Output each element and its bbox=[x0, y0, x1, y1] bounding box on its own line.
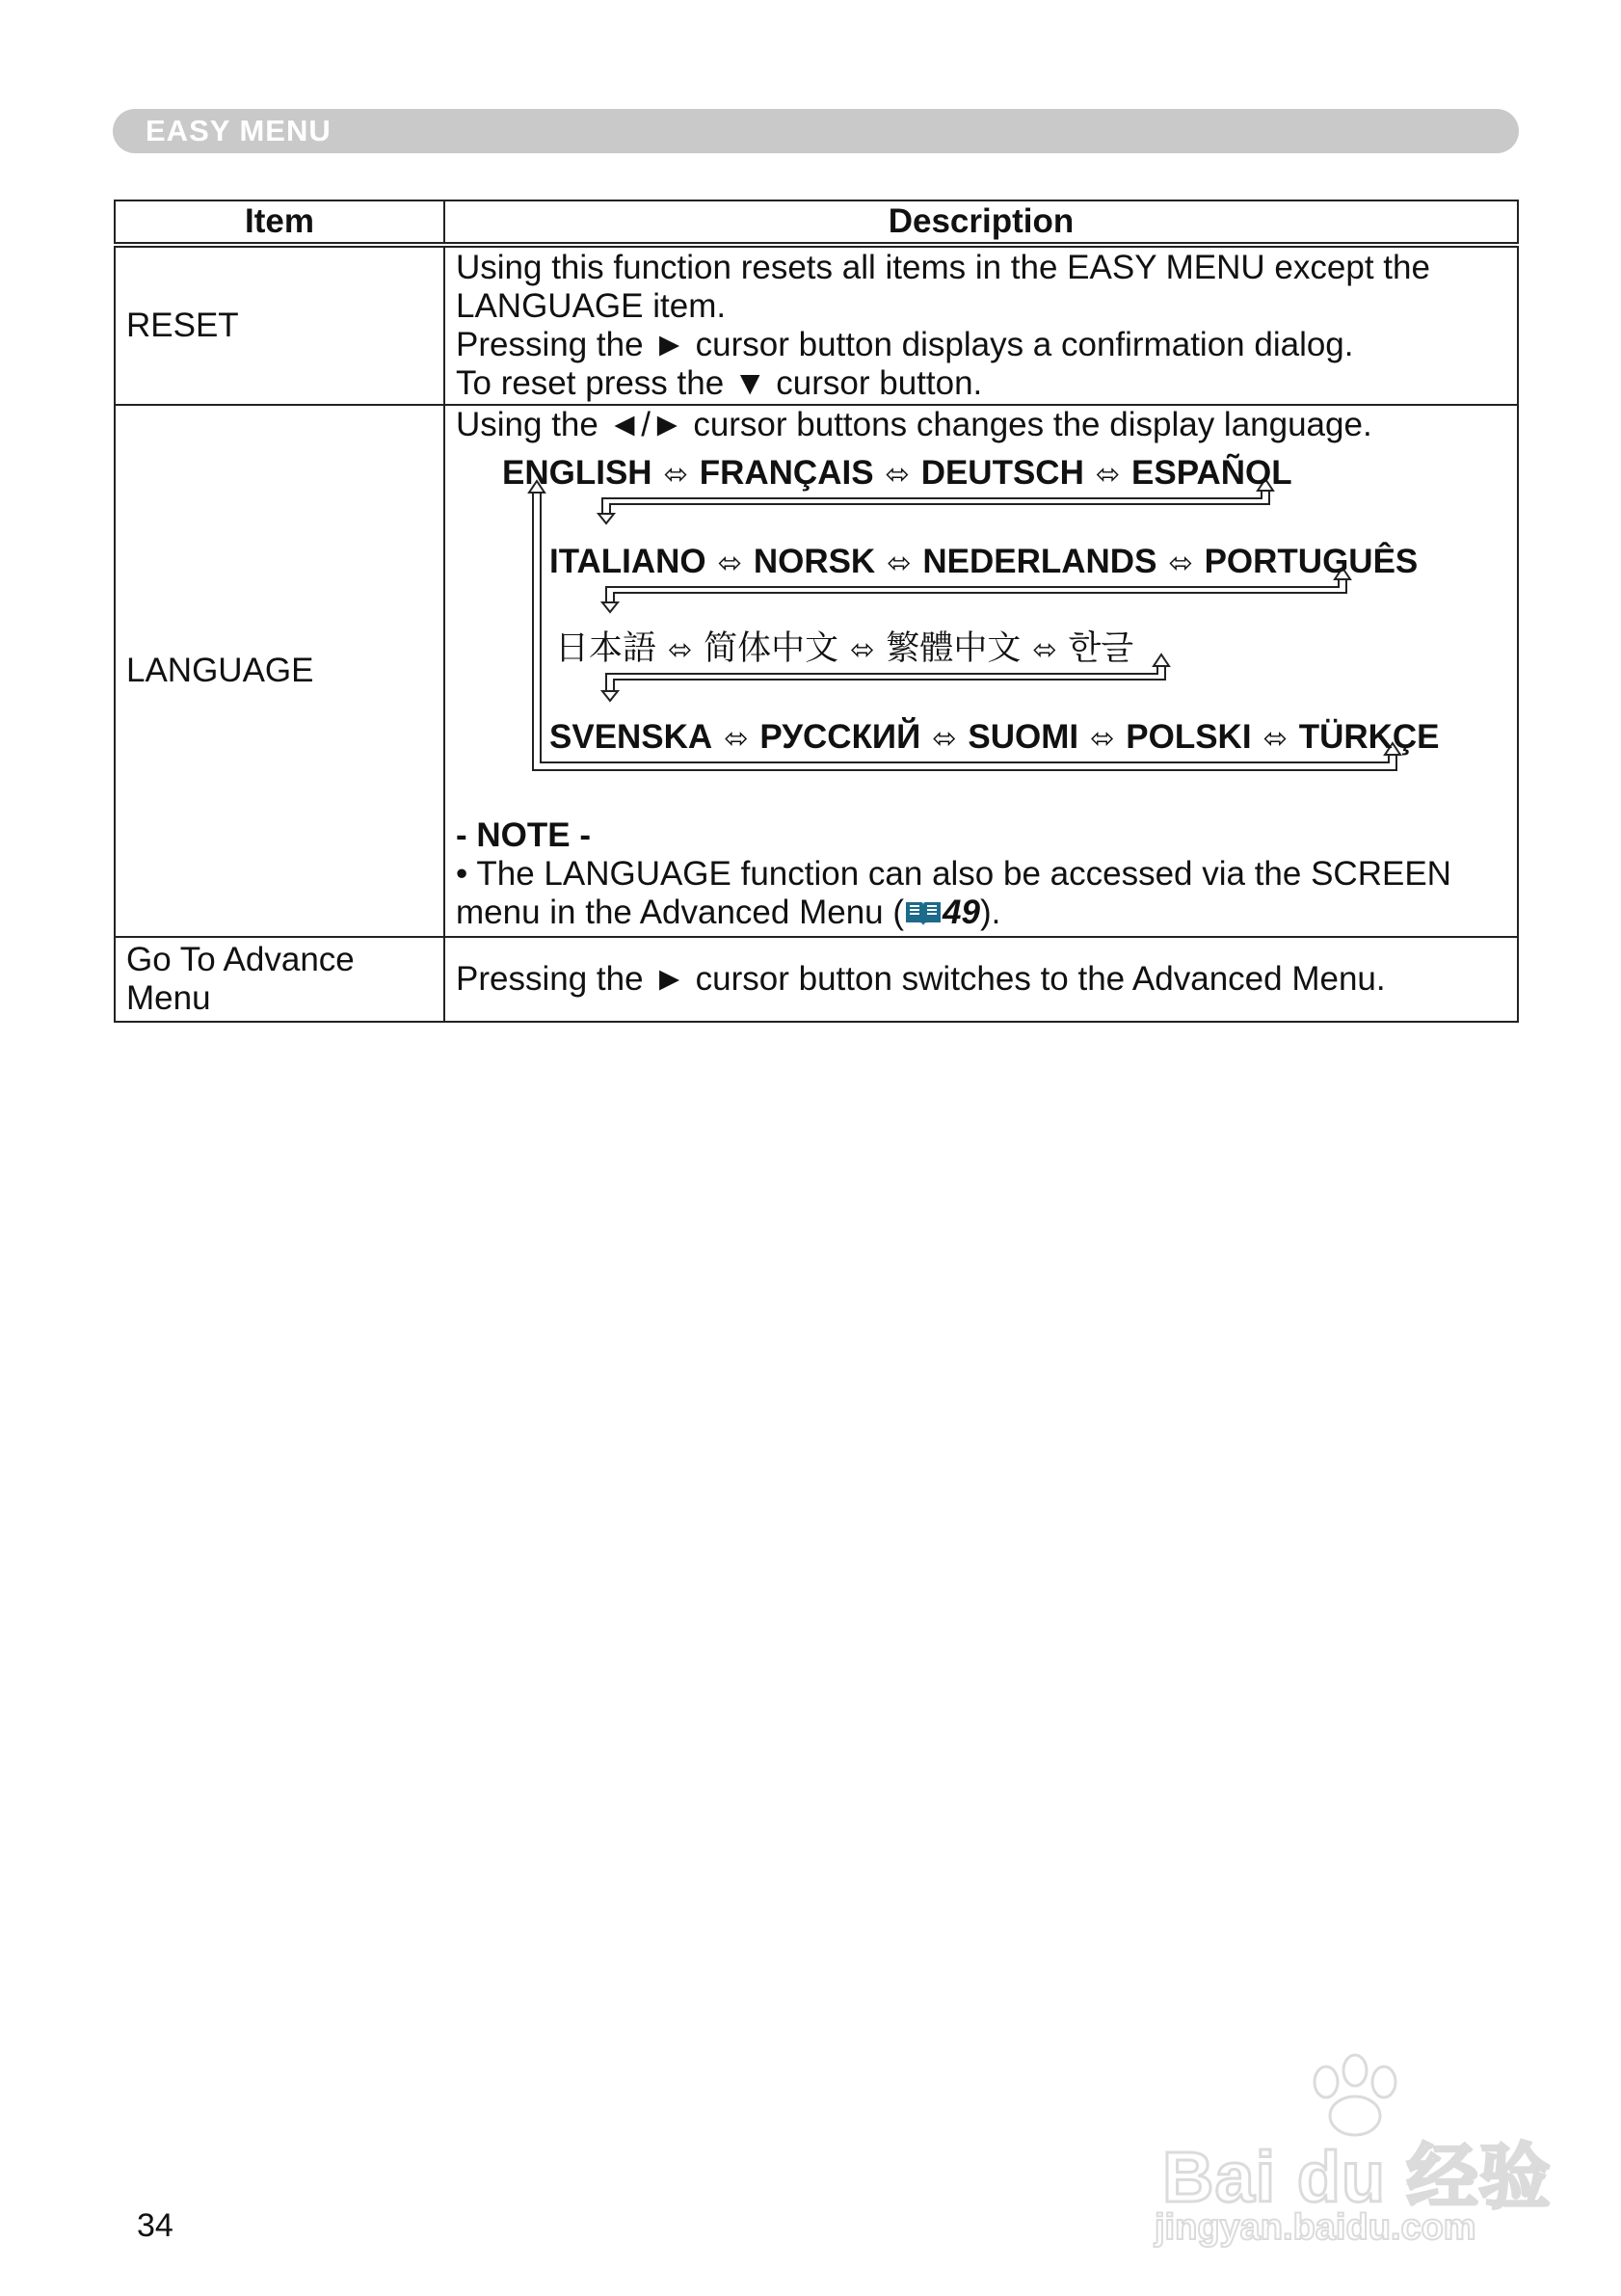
item-advance-line-1: Go To Advance bbox=[126, 941, 355, 978]
item-advance-line-2: Menu bbox=[126, 979, 211, 1017]
bidirectional-arrow-icon: ⬄ bbox=[887, 547, 912, 579]
note-line-2 bbox=[456, 894, 1506, 936]
language-option: ENGLISH bbox=[502, 454, 652, 492]
note-line-1: • The LANGUAGE function can also be accessed via the SCREEN bbox=[456, 855, 1451, 893]
bidirectional-arrow-icon: ⬄ bbox=[850, 634, 875, 666]
section-title: EASY MENU bbox=[146, 114, 332, 147]
bidirectional-arrow-icon: ⬄ bbox=[1032, 634, 1057, 666]
watermark-brand: Bai du 经验 bbox=[1162, 2137, 1552, 2217]
bidirectional-arrow-icon: ⬄ bbox=[1090, 723, 1115, 755]
note-title: - NOTE - bbox=[456, 816, 591, 854]
note-line-2-prefix: menu in the Advanced Menu ( bbox=[456, 894, 905, 931]
language-option: FRANÇAIS bbox=[699, 454, 874, 492]
language-option: NEDERLANDS bbox=[922, 543, 1157, 580]
language-row-4 bbox=[549, 718, 1440, 759]
reset-desc-line: LANGUAGE item. bbox=[456, 287, 727, 325]
language-option: SUOMI bbox=[968, 718, 1079, 756]
table-row-language bbox=[115, 405, 1518, 937]
description-advance: Pressing the ► cursor button switches to the Advanced Menu. bbox=[444, 937, 1518, 1022]
watermark bbox=[1153, 2053, 1552, 2248]
reset-desc-line: Using this function resets all items in the EASY MENU except the bbox=[456, 249, 1430, 286]
language-option: POLSKI bbox=[1126, 718, 1252, 756]
language-option: 한글 bbox=[1068, 629, 1134, 668]
language-option: 繁體中文 bbox=[886, 629, 1022, 668]
language-option: DEUTSCH bbox=[920, 454, 1084, 492]
bidirectional-arrow-icon: ⬄ bbox=[885, 459, 910, 491]
bidirectional-arrow-icon: ⬄ bbox=[1262, 723, 1288, 755]
language-option: ITALIANO bbox=[549, 543, 706, 580]
bidirectional-arrow-icon: ⬄ bbox=[724, 723, 749, 755]
language-row-3 bbox=[555, 629, 1133, 670]
column-header-description: Description bbox=[444, 200, 1518, 245]
description-language bbox=[444, 405, 1518, 937]
table-row-reset bbox=[115, 245, 1518, 405]
language-option: TÜRKÇE bbox=[1298, 718, 1440, 756]
language-option: 日本語 bbox=[555, 629, 657, 668]
easy-menu-table bbox=[114, 200, 1519, 1023]
table-row-advance bbox=[115, 937, 1518, 1022]
bidirectional-arrow-icon: ⬄ bbox=[1095, 459, 1121, 491]
description-reset bbox=[444, 245, 1518, 405]
watermark-url: jingyan.baidu.com bbox=[1155, 2207, 1476, 2248]
language-option: NORSK bbox=[753, 543, 876, 580]
language-cycle-diagram bbox=[456, 454, 1516, 813]
language-option: РУССКИЙ bbox=[759, 718, 921, 756]
note-line-2-suffix: ). bbox=[979, 894, 1001, 931]
section-header-bar bbox=[113, 109, 1519, 153]
book-icon bbox=[904, 897, 943, 936]
bidirectional-arrow-icon: ⬄ bbox=[663, 459, 688, 491]
language-row-1 bbox=[502, 454, 1292, 494]
table-header-row bbox=[115, 200, 1518, 245]
item-go-to-advance bbox=[115, 937, 444, 1022]
page-number: 34 bbox=[137, 2207, 173, 2244]
language-option: ESPAÑOL bbox=[1131, 454, 1292, 492]
bidirectional-arrow-icon: ⬄ bbox=[932, 723, 957, 755]
bidirectional-arrow-icon: ⬄ bbox=[668, 634, 693, 666]
language-option: PORTUGUÊS bbox=[1204, 543, 1419, 580]
bidirectional-arrow-icon: ⬄ bbox=[717, 547, 742, 579]
bidirectional-arrow-icon: ⬄ bbox=[1168, 547, 1193, 579]
language-option: SVENSKA bbox=[549, 718, 713, 756]
column-header-item: Item bbox=[115, 200, 444, 245]
language-intro: Using the ◄/► cursor buttons changes the display language. bbox=[456, 406, 1372, 443]
language-row-2 bbox=[549, 543, 1418, 583]
page-reference[interactable]: 49 bbox=[943, 894, 980, 931]
item-reset: RESET bbox=[115, 245, 444, 405]
reset-desc-line: Pressing the ► cursor button displays a confirmation dialog. bbox=[456, 326, 1354, 363]
language-option: 简体中文 bbox=[704, 629, 839, 668]
item-language: LANGUAGE bbox=[115, 405, 444, 937]
reset-desc-line: To reset press the ▼ cursor button. bbox=[456, 364, 983, 402]
